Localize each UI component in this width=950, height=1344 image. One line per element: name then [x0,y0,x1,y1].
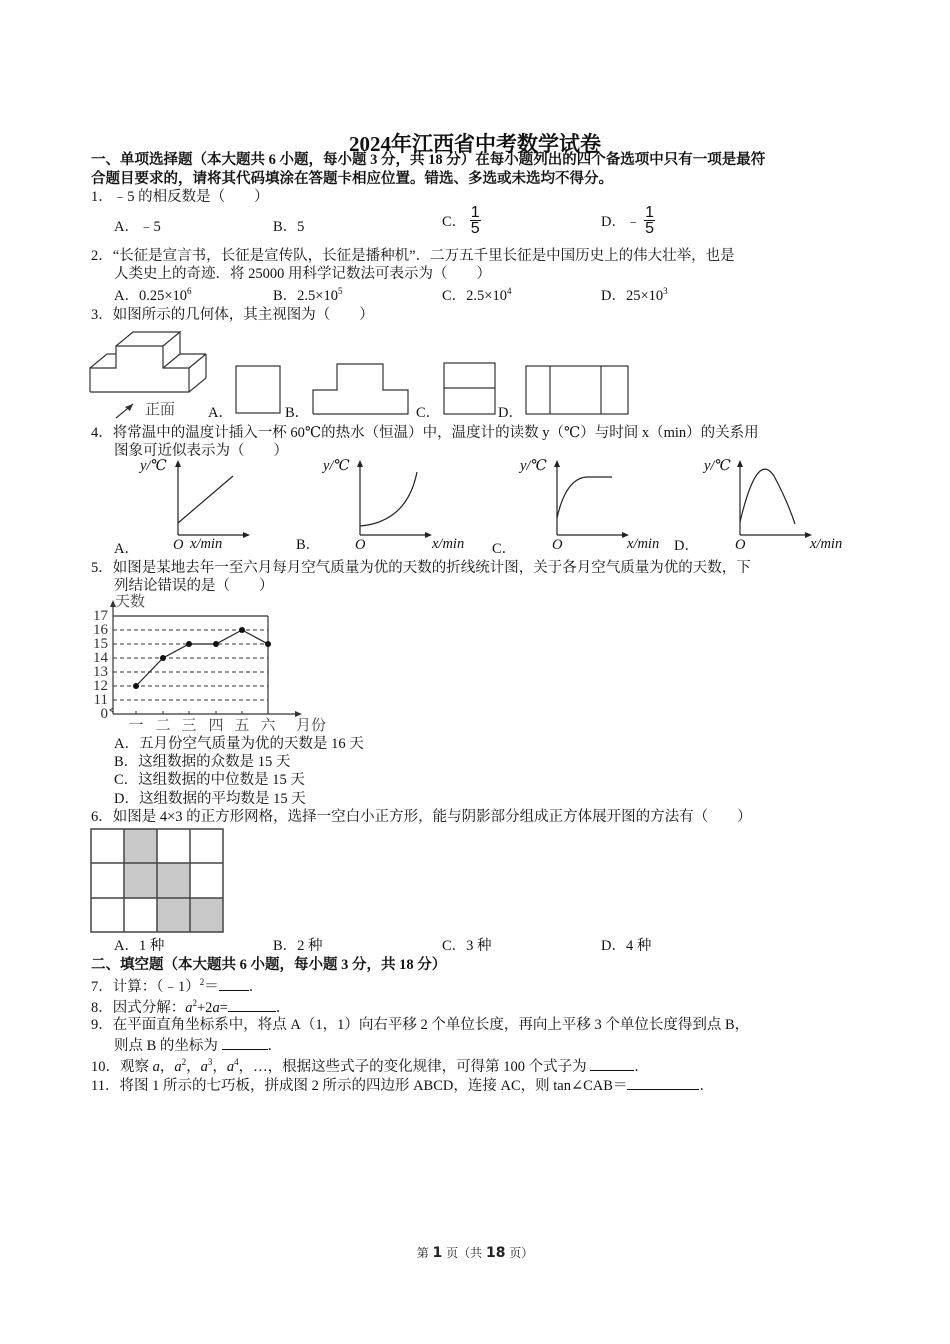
y-tick-15: 15 [93,636,108,652]
q10-answer-blank[interactable] [590,1056,634,1071]
x-tick-apr: 四 [208,718,224,734]
q5-option-a: A．五月份空气质量为优的天数是 16 天 [114,736,364,752]
q3-option-a-figure [235,365,281,415]
q4-a-origin: O [173,537,184,553]
q1-option-b: B．5 [273,219,305,235]
x-tick-may: 五 [234,718,250,734]
y-tick-11: 11 [93,692,108,708]
q4-c-y-label: y/℃ [520,458,547,474]
q6-option-b: B．2 种 [273,938,323,954]
chart-x-axis-title: 月份 [296,718,327,734]
q6-option-a: A．1 种 [114,938,165,954]
x-tick-feb: 二 [155,718,171,734]
q4-graph-d [737,460,857,540]
q4-graph-c [554,460,674,540]
x-tick-jan: 一 [128,718,144,734]
q1-option-c [442,205,481,236]
q1-stem: 1．﹣5 的相反数是（ ） [91,189,269,205]
q4-b-y-label: y/℃ [323,458,350,474]
current-page: 1 [432,1245,443,1261]
q4-option-a-label: A． [114,541,139,557]
q7: 7．计算：（﹣1）$^2$＝ ． [91,977,264,995]
q4-a-x-label: x/min [190,536,223,552]
q8-answer-blank[interactable] [228,997,276,1012]
total-pages: 18 [485,1245,506,1261]
section1-header-line2: 合题目要求的，请将其代码填涂在答题卡相应位置。错选、多选或未选均不得分。 [91,171,613,187]
q6-option-d: D．4 种 [601,938,652,954]
q4-option-c-label: C． [492,541,517,557]
q9-line1: 9．在平面直角坐标系中，将点 A（1，1）向右平移 2 个单位长度，再向上平移 3 个单位长度得到点 B， [91,1017,750,1033]
q2-option-d: D．$25\times 10^3$ [601,286,668,304]
q1-option-c-label: C． [442,214,467,230]
q4-option-d-label: D． [674,538,699,554]
q5-option-d: D．这组数据的平均数是 15 天 [114,791,306,807]
fraction-neg-one-fifth: $\frac{1}{5}$ [645,204,655,237]
q4-option-b-label: B． [296,537,321,553]
q3-option-d-label: D． [498,405,523,421]
q4-a-y-label: y/℃ [140,458,167,474]
q1-option-d [601,205,655,236]
chart-y-axis-title: 天数 [115,594,146,610]
q9-line2: 则点 B 的坐标为 ． [114,1035,282,1055]
q4-stem-line2: 图象可近似表示为（ ） [114,443,288,459]
q5-stem-line2: 列结论错误的是（ ） [114,578,274,594]
q1-option-d-label: D．﹣ [601,214,641,230]
q2-stem-line2: 人类史上的奇迹．将 25000 用科学记数法可表示为（ ） [114,266,491,282]
fraction-one-fifth: $\frac{1}{5}$ [470,204,480,237]
q3-option-c-label: C． [416,405,441,421]
q4-d-x-label: x/min [810,536,843,552]
q4-d-origin: O [735,537,746,553]
q4-c-x-label: x/min [627,536,660,552]
q4-graph-a [175,460,295,540]
q2-option-c: C．$2.5\times 10^4$ [442,286,512,304]
q4-stem-line1: 4．将常温中的温度计插入一杯 60℃的热水（恒温）中，温度计的读数 y（℃）与时间 x（min）的关系用 [91,425,759,441]
q3-option-d-figure [525,365,629,415]
q4-c-origin: O [552,537,563,553]
y-tick-14: 14 [93,650,108,666]
q4-d-y-label: y/℃ [704,458,731,474]
q9-answer-blank[interactable] [222,1035,268,1050]
y-tick-17: 17 [93,608,108,624]
y-tick-0: 0 [100,706,108,722]
q5-option-c: C．这组数据的中位数是 15 天 [114,772,305,788]
section1-header-line1: 一、单项选择题（本大题共 6 小题，每小题 3 分，共 18 分）在每小题列出的四个备选项中只有一项是最符 [91,152,766,168]
q2-option-b: B．$2.5\times 10^5$ [273,286,343,304]
q5-option-b: B．这组数据的众数是 15 天 [114,754,291,770]
q8: 8．因式分解：$a^2+2a=$ ． [91,998,291,1016]
q5-stem-line1: 5．如图是某地去年一至六月每月空气质量为优的天数的折线统计图，关于各月空气质量为优的天数，下 [91,560,751,576]
q4-graph-b [357,460,477,540]
q6-square-grid [90,828,226,934]
q4-b-origin: O [355,537,366,553]
page-footer: 第 1 页（共 18 页） [416,1245,534,1261]
q3-stem: 3．如图所示的几何体，其主视图为（ ） [91,307,374,323]
y-tick-13: 13 [93,664,108,680]
q2-option-a: A．$0.25\times 10^6$ [114,286,192,304]
q1-option-a: A．﹣5 [114,219,161,235]
q10: 10．观察 a，$a^2$，$a^3$，$a^4$，…，根据这些式子的变化规律，可得第 100 个式子为 ． [91,1057,649,1075]
q11-answer-blank[interactable] [627,1075,699,1090]
x-tick-jun: 六 [260,718,276,734]
q3-option-a-label: A． [208,405,233,421]
y-tick-16: 16 [93,622,108,638]
q3-option-b-figure [312,363,412,415]
q3-option-b-label: B． [285,405,310,421]
q3-front-label: 正面 [145,402,176,418]
line-chart [88,600,308,734]
x-tick-mar: 三 [181,718,197,734]
q3-option-c-figure [443,362,497,416]
q7-answer-blank[interactable] [219,976,249,991]
q4-b-x-label: x/min [432,536,465,552]
page-title: 2024年江西省中考数学试卷 [349,132,601,156]
q6-option-c: C．3 种 [442,938,492,954]
y-tick-12: 12 [93,678,108,694]
q2-stem-line1: 2．“长征是宣言书，长征是宣传队，长征是播种机”．二万五千里长征是中国历史上的伟大壮举，也是 [91,248,735,264]
section2-header: 二、填空题（本大题共 6 小题，每小题 3 分，共 18 分） [91,957,447,973]
q6-stem: 6．如图是 4×3 的正方形网格，选择一空白小正方形，能与阴影部分组成正方体展开图的方法有（ ） [91,809,752,825]
q11: 11．将图 1 所示的七巧板，拼成图 2 所示的四边形 ABCD，连接 AC，则 tan∠CAB＝ ． [91,1075,714,1095]
